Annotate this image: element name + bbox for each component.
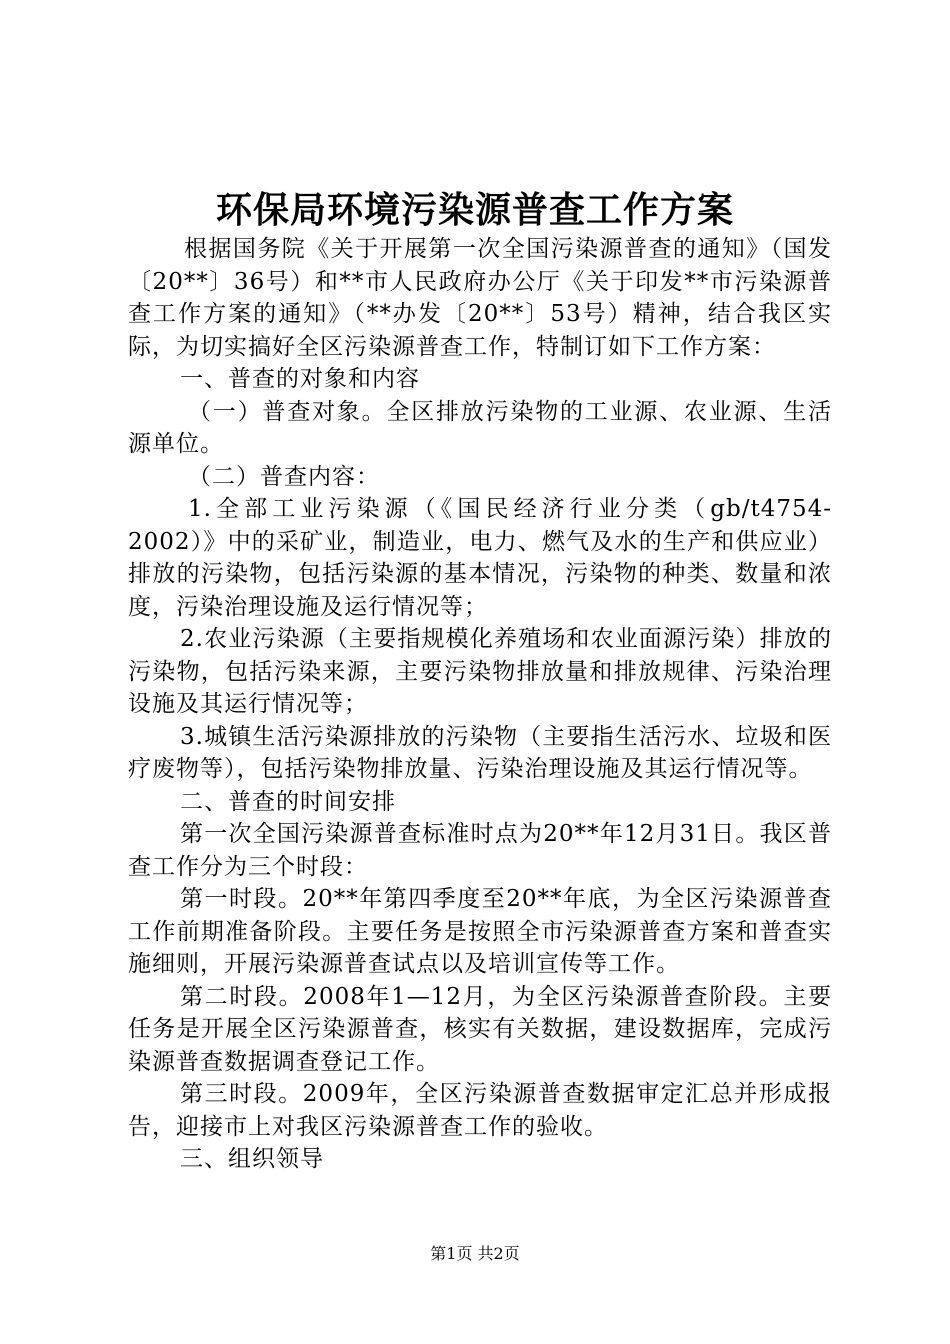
paragraph-timepoint: 第一次全国污染源普查标准时点为20**年12月31日。我区普查工作分为三个时段：	[128, 821, 832, 880]
document-body	[128, 233, 832, 1176]
document-title: 环保局环境污染源普查工作方案	[215, 189, 734, 231]
paragraph-phase-2: 第二时段。2008年1—12月，为全区污染源普查阶段。主要任务是开展全区污染源普查，核实有关数据，建设数据库，完成污染源普查数据调查登记工作。	[128, 983, 832, 1075]
page-number: 第1页 共2页	[430, 1244, 520, 1263]
paragraph-subject: （一）普查对象。全区排放污染物的工业源、农业源、生活源单位。	[128, 398, 832, 457]
heading-section-2: 二、普查的时间安排	[180, 788, 396, 815]
paragraph-urban: 3.城镇生活污染源排放的污染物（主要指生活污水、垃圾和医疗废物等），包括污染物排放量、污染治理设施及其运行情况等。	[128, 723, 832, 782]
paragraph-phase-1: 第一时段。20**年第四季度至20**年底，为全区污染源普查工作前期准备阶段。主要任务是按照全市污染源普查方案和普查实施细则，开展污染源普查试点以及培训宣传等工作。	[128, 886, 832, 977]
paragraph-industrial: 1.全部工业污染源（《国民经济行业分类（gb/t4754-2002）》中的采矿业，制造业，电力、燃气及水的生产和供应业）排放的污染物，包括污染源的基本情况，污染物的种类、数量和浓度，污染治理设施及运行情况等；	[128, 496, 832, 620]
paragraph-agricultural: 2.农业污染源（主要指规模化养殖场和农业面源污染）排放的污染物，包括污染来源，主要污染物排放量和排放规律、污染治理设施及其运行情况等；	[128, 626, 832, 717]
heading-content: （二）普查内容：	[188, 463, 380, 490]
heading-section-1: 一、普查的对象和内容	[180, 366, 420, 392]
heading-section-3: 三、组织领导	[180, 1146, 324, 1172]
paragraph-intro: 根据国务院《关于开展第一次全国污染源普查的通知》（国发〔20**〕36号）和**市人民政府办公厅《关于印发**市污染源普查工作方案的通知》（**办发〔20**〕53号）精神，结合我区实际，为切实搞好全区污染源普查工作，特制订如下工作方案：	[128, 236, 832, 360]
paragraph-phase-3: 第三时段。2009年，全区污染源普查数据审定汇总并形成报告，迎接市上对我区污染源普查工作的验收。	[128, 1081, 832, 1140]
